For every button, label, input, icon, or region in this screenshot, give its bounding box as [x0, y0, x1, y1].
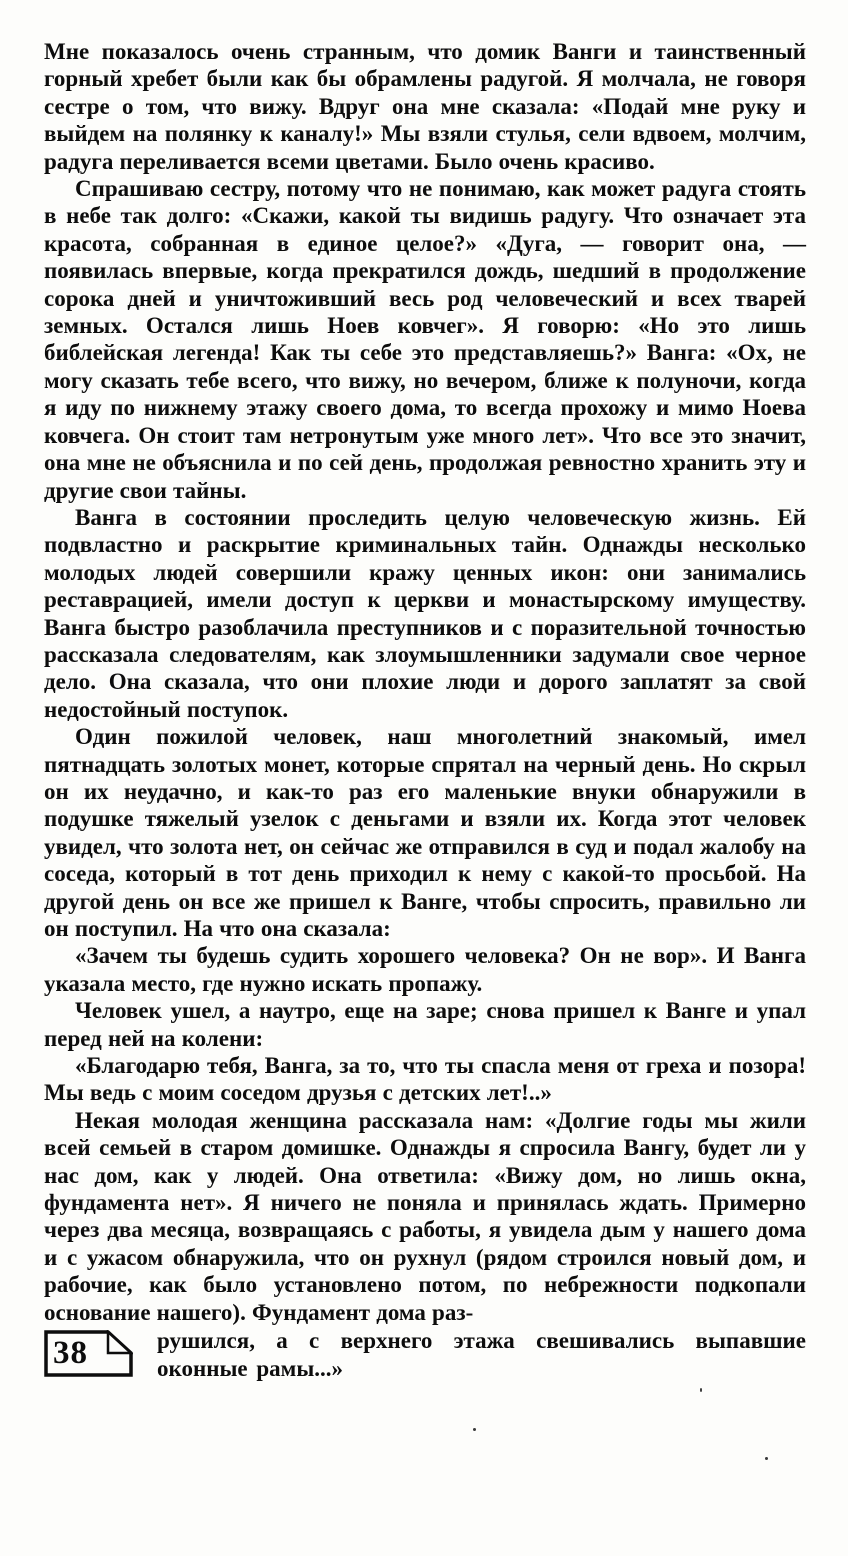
paragraph-1: Мне показалось очень странным, что домик Ванги и таинственный горный хребет были как бы обрамлены радугой. Я молчала, не говоря сестре о том, что вижу. Вдруг она мне сказала: «Подай мне руку и выйдем на полянку к каналу!» Мы взяли стулья, сели вдвоем, молчим, радуга переливается всеми цветами. Было очень красиво. — [44, 39, 806, 174]
paragraph-8: Некая молодая женщина рассказала нам: «Долгие годы мы жили всей семьей в старом домишке. Однажды я спросила Вангу, будет ли у нас дом, как у людей. Она ответила: «Вижу дом, но лишь окна, фундамента нет». Я ничего не поняла и принялась ждать. Примерно через два месяца, возвращаясь с работы, я увидела дым у нашего дома и с ужасом обнаружила, что он рухнул (рядом строился новый дом, и рабочие, как было установлено потом, по небрежности подкопали основание нашего). Фундамент дома раз- — [44, 1107, 806, 1325]
scan-speck — [700, 1388, 702, 1392]
paragraph-4: Один пожилой человек, наш многолетний знакомый, имел пятнадцать золотых монет, которые спрятал на черный день. Но скрыл он их неудачно, и как-то раз его маленькие внуки обнаружили в подушке тяжелый узелок с деньгами и взяли их. Когда этот человек увидел, что золота нет, он сейчас же отправился в суд и подал жалобу на соседа, который в тот день приходил к нему с какой-то просьбой. На другой день он все же пришел к Ванге, чтобы спросить, правильно ли он поступил. На что она сказала: — [44, 724, 806, 941]
paragraph-5: «Зачем ты будешь судить хорошего человека? Он не вор». И Ванга указала место, где нужно искать пропажу. — [44, 943, 806, 996]
page-number: 38 — [53, 1335, 88, 1372]
scan-speck — [473, 1428, 476, 1431]
paragraph-6: Человек ушел, а наутро, еще на заре; снова пришел к Ванге и упал перед ней на колени: — [44, 998, 806, 1051]
paragraph-2: Спрашиваю сестру, потому что не понимаю, как может радуга стоять в небе так долго: «Скажи, какой ты видишь радугу. Что означает эта красота, собранная в единое целое?» «Дуга, — говорит она, — появилась впервые, когда прекратился дождь, шедший в продолжение сорока дней и уничтоживший весь род человеческий и всех тварей земных. Остался лишь Ноев ковчег». Я говорю: «Но это лишь библейская легенда! Как ты себе это представляешь?» Ванга: «Ох, не могу сказать тебе всего, что вижу, но вечером, ближе к полуночи, когда я иду по нижнему этажу своего дома, то всегда прохожу и мимо Ноева ковчега. Он стоит там нетронутым уже много лет». Что все это значит, она мне не объяснила и по сей день, продолжая ревностно хранить эту и другие свои тайны. — [44, 176, 806, 503]
paragraph-3: Ванга в состоянии проследить целую человеческую жизнь. Ей подвластно и раскрытие криминальных тайн. Однажды несколько молодых людей совершили кражу ценных икон: они занимались реставрацией, имели доступ к церкви и монастырскому имуществу. Ванга быстро разоблачила преступников и с поразительной точностью рассказала следователям, как злоумышленники задумали свое черное дело. Она сказала, что они плохие люди и дорого заплатят за свой недостойный поступок. — [44, 504, 806, 722]
paragraph-8-continuation: рушился, а с верхнего этажа свешивались выпавшие оконные рамы...» — [157, 1328, 806, 1381]
scan-speck — [765, 1457, 768, 1460]
page-number-box — [44, 1330, 133, 1377]
page-footer — [44, 1327, 806, 1393]
paragraph-7: «Благодарю тебя, Ванга, за то, что ты спасла меня от греха и позора! Мы ведь с моим соседом друзья с детских лет!..» — [44, 1053, 806, 1106]
